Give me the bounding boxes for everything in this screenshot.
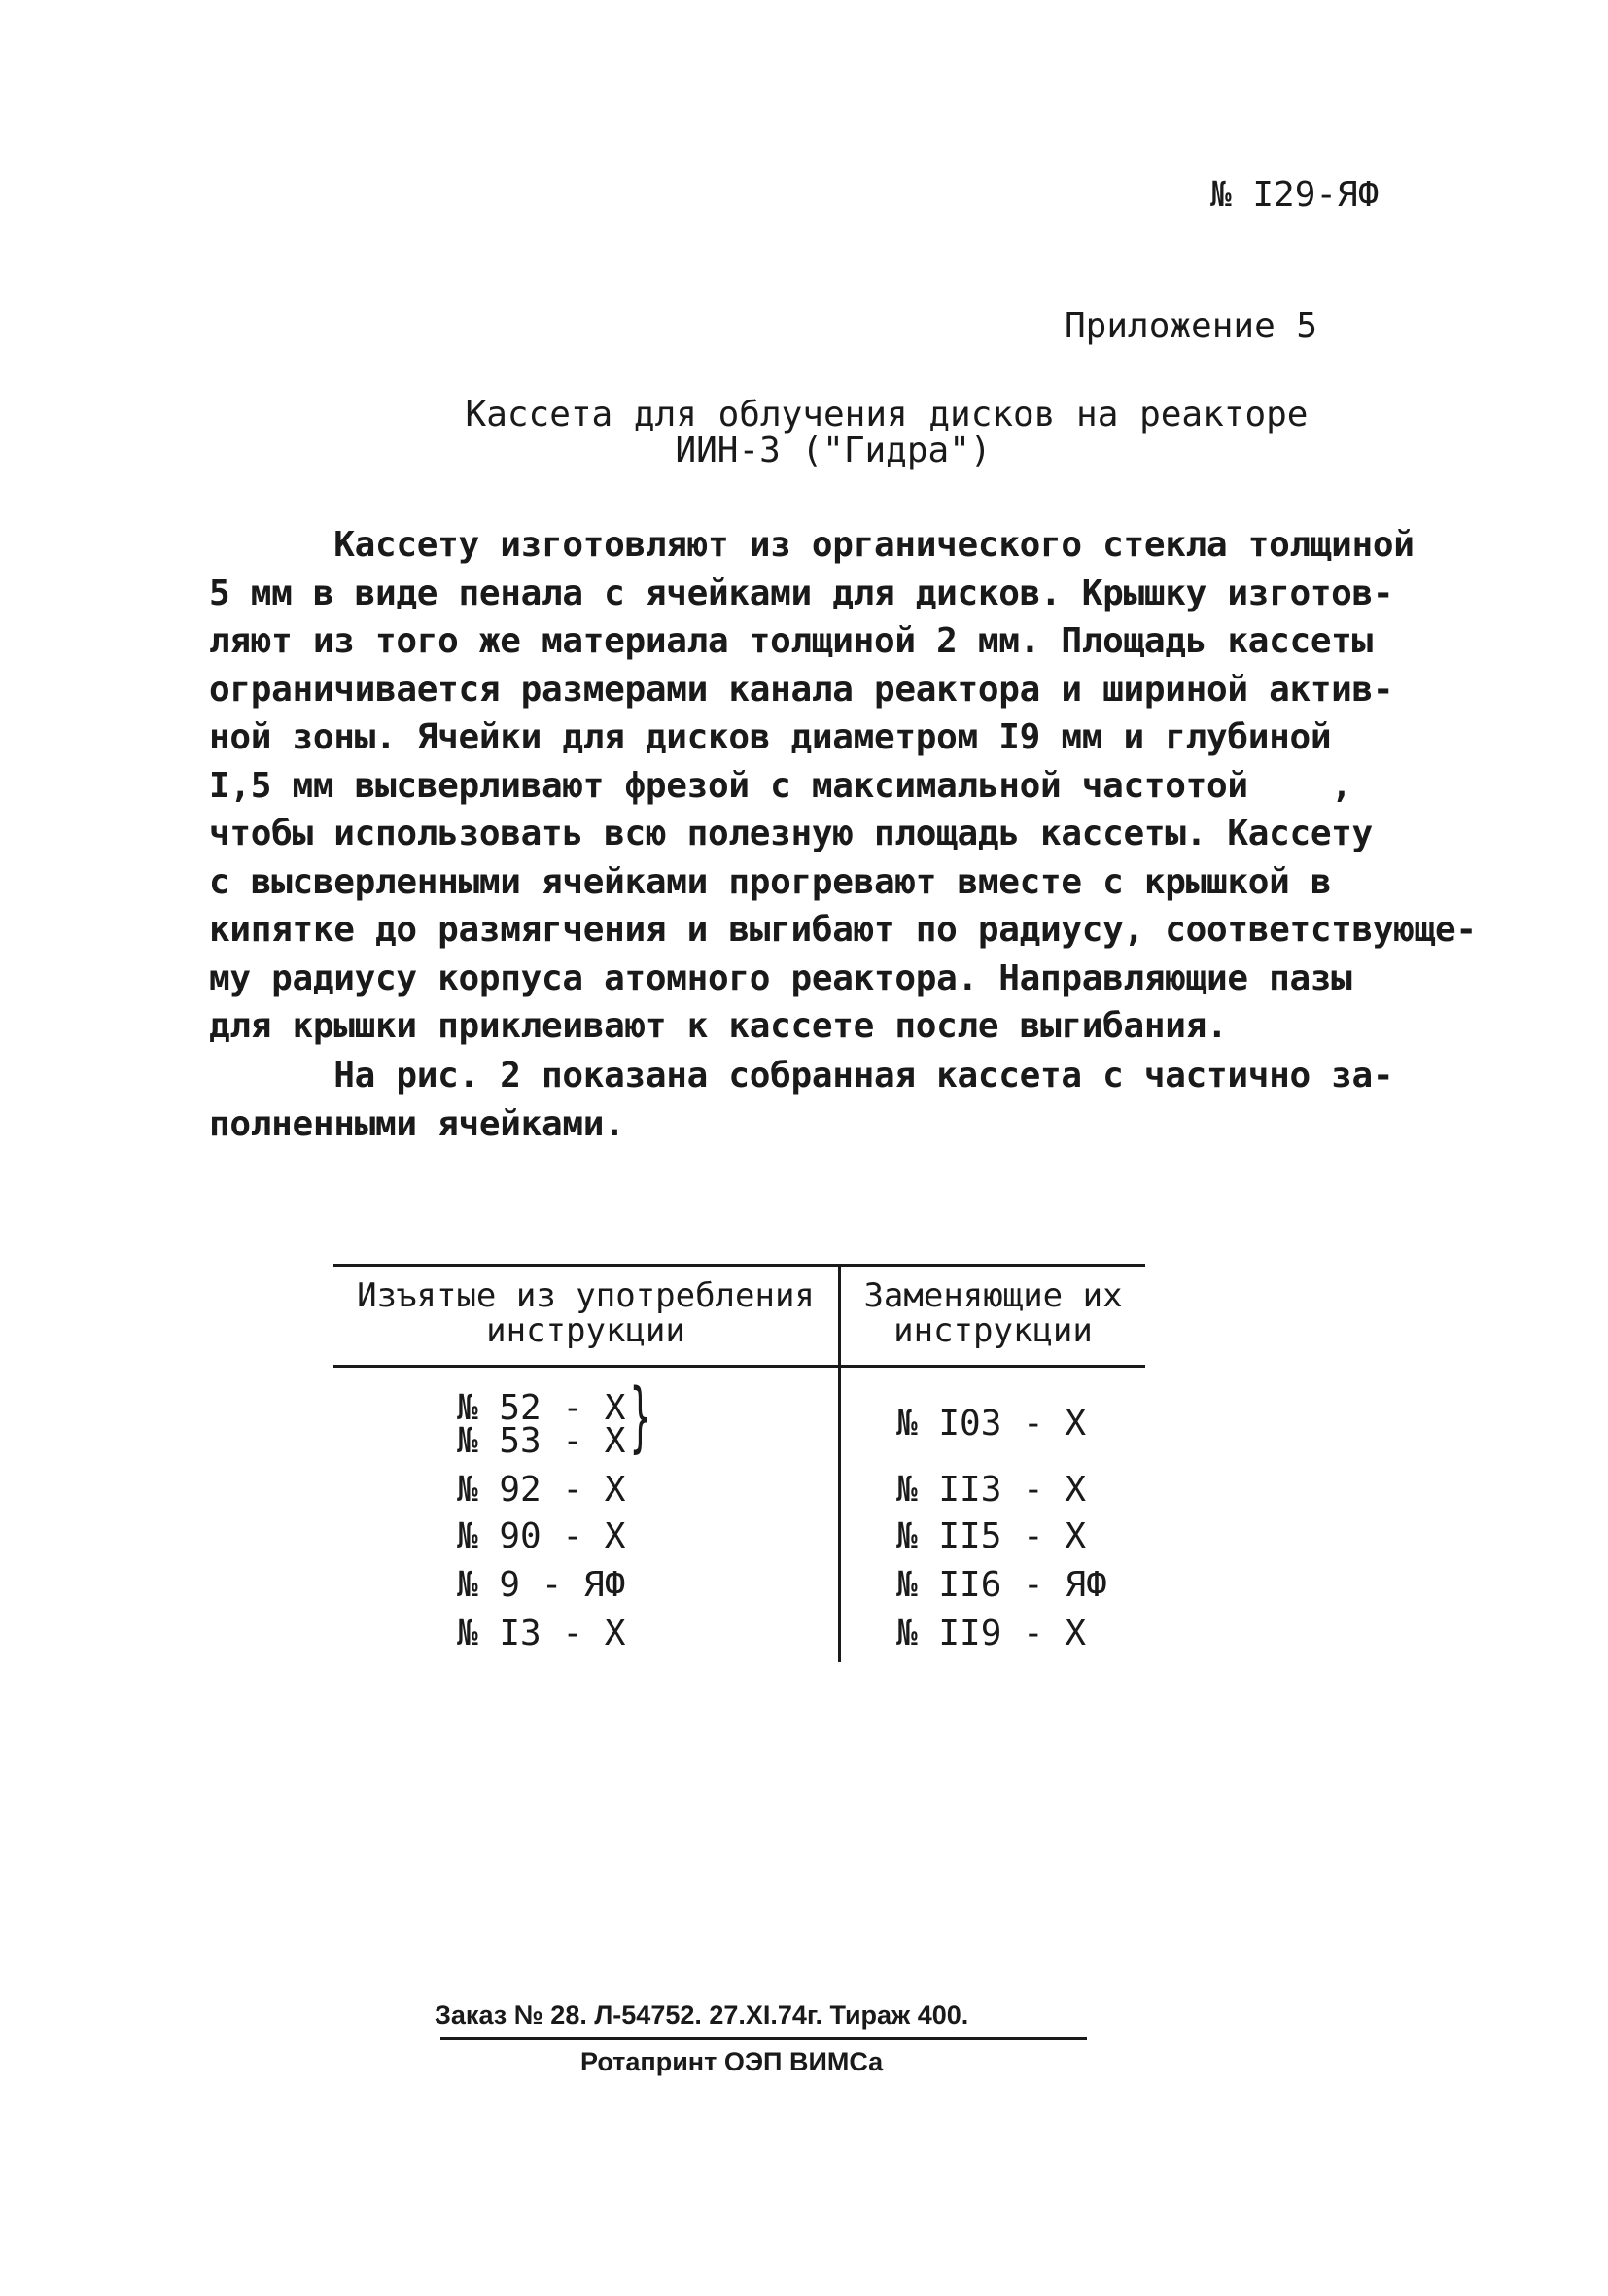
table-top-rule xyxy=(333,1264,1145,1267)
table-cell-left: № I3 - X xyxy=(457,1614,626,1653)
title-line-2: ИИН-3 ("Гидра") xyxy=(675,431,992,470)
body-paragraph-1: Кассету изготовляют из органического стекла толщиной 5 мм в виде пенала с ячейками для дисков. Крышку изготов- ляют из того же материала толщиной 2 мм. Площадь кассеты ограничивается размерами канала реактора и шириной актив- ной зоны. Ячейки для дисков диаметром I9 мм и глубиной I,5 мм высверливают фрезой с максимальной частотой , чтобы использовать всю полезную площадь кассеты. Кассету с высверленными ячейками прогревают вместе с крышкой в кипятке до размягчения и выгибают по радиусу, соответствующе- му радиусу корпуса атомного реактора. Направляющие пазы для крышки приклеивают к кассете после выгибания. xyxy=(209,525,1477,1046)
table-header-rule xyxy=(333,1365,1145,1368)
table-header-withdrawn: Изъятые из употребления инструкции xyxy=(357,1276,815,1350)
footer-rule xyxy=(440,2037,1087,2040)
print-order-info: Заказ № 28. Л-54752. 27.XI.74г. Тираж 400. xyxy=(435,2000,969,2030)
table-cell-left: № 92 - X xyxy=(457,1470,626,1510)
table-cell-right: № II5 - X xyxy=(896,1516,1087,1556)
print-house: Ротапринт ОЭП ВИМСа xyxy=(580,2047,884,2076)
appendix-label: Приложение 5 xyxy=(1065,306,1318,346)
document-number: № I29-ЯФ xyxy=(1210,175,1380,215)
table-cell-right: № II9 - X xyxy=(896,1614,1087,1653)
title-line-1: Кассета для облучения дисков на реакторе xyxy=(465,395,1309,435)
table-header-replacing: Заменяющие их инструкции xyxy=(863,1276,1123,1350)
grouping-brace: } xyxy=(630,1374,651,1461)
table-cell-left: № 90 - X xyxy=(457,1516,626,1556)
table-cell-right: № I03 - X xyxy=(896,1404,1087,1444)
table-cell-left: № 53 - X xyxy=(457,1421,626,1461)
table-cell-right: № II3 - X xyxy=(896,1470,1087,1510)
body-paragraph-2: На рис. 2 показана собранная кассета с частично за- полненными ячейками. xyxy=(209,1056,1394,1144)
table-cell-left: № 9 - ЯФ xyxy=(457,1565,626,1605)
table-cell-right: № II6 - ЯФ xyxy=(896,1565,1107,1605)
table-cell-left: № 52 - X xyxy=(457,1388,626,1428)
